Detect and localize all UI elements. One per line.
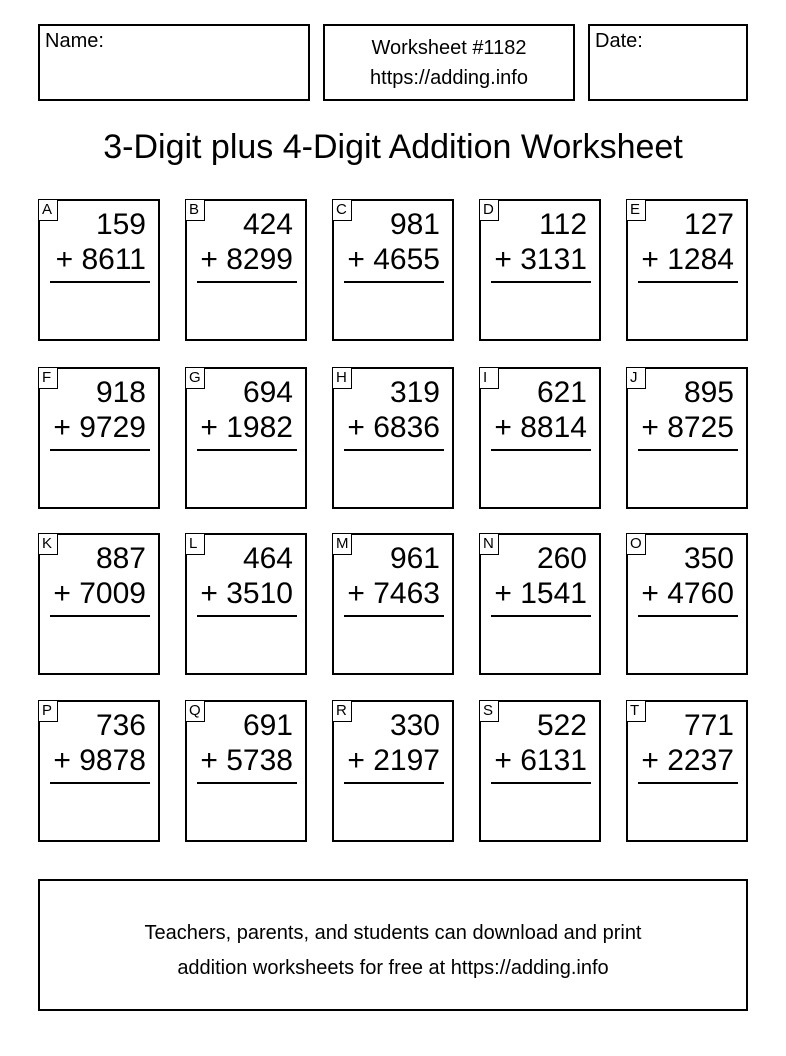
answer-line <box>491 281 591 283</box>
bottom-addend: 8611 <box>81 243 146 276</box>
plus-sign: + <box>641 577 659 610</box>
top-addend: 694 <box>242 376 293 409</box>
bottom-addend: 1284 <box>667 243 734 276</box>
bottom-addend-row <box>489 576 587 612</box>
problem-box[interactable] <box>185 533 307 675</box>
bottom-addend: 6836 <box>373 411 440 444</box>
plus-sign: + <box>641 744 659 777</box>
problem-box[interactable] <box>38 199 160 341</box>
plus-sign: + <box>347 243 365 276</box>
bottom-addend-row <box>195 743 293 779</box>
bottom-addend: 9878 <box>79 744 146 777</box>
plus-sign: + <box>200 411 218 444</box>
bottom-addend: 7463 <box>373 577 440 610</box>
plus-sign: + <box>200 577 218 610</box>
problem-box[interactable] <box>479 199 601 341</box>
problem-letter: F <box>38 367 58 389</box>
answer-line <box>50 449 150 451</box>
bottom-addend-row <box>636 743 734 779</box>
problem-letter: E <box>626 199 646 221</box>
answer-line <box>491 615 591 617</box>
answer-line <box>638 782 738 784</box>
top-addend: 127 <box>683 208 734 241</box>
page-title: 3-Digit plus 4-Digit Addition Worksheet <box>103 128 683 166</box>
bottom-addend: 4760 <box>667 577 734 610</box>
problem-letter: R <box>332 700 352 722</box>
name-label: Name: <box>45 30 104 52</box>
bottom-addend-row <box>342 242 440 278</box>
top-addend: 424 <box>242 208 293 241</box>
worksheet-number: Worksheet #1182 <box>371 37 527 59</box>
problem-letter: G <box>185 367 205 389</box>
problem-letter: T <box>626 700 646 722</box>
top-addend: 771 <box>683 709 734 742</box>
bottom-addend-row <box>342 410 440 446</box>
answer-line <box>197 615 297 617</box>
top-addend: 159 <box>95 208 146 241</box>
name-field-box[interactable] <box>38 24 310 101</box>
bottom-addend-row <box>195 242 293 278</box>
top-addend: 464 <box>242 542 293 575</box>
footer-text <box>40 916 746 986</box>
plus-sign: + <box>200 243 218 276</box>
answer-line <box>638 615 738 617</box>
top-addend: 887 <box>95 542 146 575</box>
plus-sign: + <box>55 243 74 276</box>
problem-box[interactable] <box>185 700 307 842</box>
bottom-addend: 7009 <box>79 577 146 610</box>
problem-box[interactable] <box>332 700 454 842</box>
top-addend: 112 <box>539 208 587 241</box>
top-addend: 736 <box>95 709 146 742</box>
problem-letter: Q <box>185 700 205 722</box>
answer-line <box>638 449 738 451</box>
plus-sign: + <box>494 411 512 444</box>
problem-grid <box>38 199 748 842</box>
worksheet-url: https://adding.info <box>370 67 528 89</box>
problem-letter: L <box>185 533 205 555</box>
problem-box[interactable] <box>479 700 601 842</box>
bottom-addend-row <box>636 242 734 278</box>
footer-box <box>38 879 748 1011</box>
bottom-addend-row <box>48 576 146 612</box>
bottom-addend: 8814 <box>520 411 587 444</box>
bottom-addend: 5738 <box>226 744 293 777</box>
answer-line <box>344 449 444 451</box>
problem-box[interactable] <box>332 199 454 341</box>
plus-sign: + <box>200 744 218 777</box>
problem-letter: K <box>38 533 58 555</box>
bottom-addend-row <box>48 410 146 446</box>
footer-line-1: Teachers, parents, and students can download and print <box>144 922 642 944</box>
worksheet-info-box <box>323 24 575 101</box>
plus-sign: + <box>53 411 71 444</box>
plus-sign: + <box>347 577 365 610</box>
answer-line <box>344 281 444 283</box>
problem-letter: O <box>626 533 646 555</box>
bottom-addend-row <box>489 743 587 779</box>
date-field-box[interactable] <box>588 24 748 101</box>
top-addend: 691 <box>242 709 293 742</box>
answer-line <box>197 449 297 451</box>
top-addend: 961 <box>389 542 440 575</box>
plus-sign: + <box>641 411 659 444</box>
problem-box[interactable] <box>626 199 748 341</box>
top-addend: 319 <box>389 376 440 409</box>
plus-sign: + <box>494 744 512 777</box>
problem-box[interactable] <box>626 700 748 842</box>
bottom-addend: 8299 <box>226 243 293 276</box>
problem-letter: H <box>332 367 352 389</box>
answer-line <box>197 782 297 784</box>
bottom-addend-row <box>195 410 293 446</box>
problem-box[interactable] <box>185 367 307 509</box>
answer-line <box>344 615 444 617</box>
problem-box[interactable] <box>479 367 601 509</box>
problem-box[interactable] <box>185 199 307 341</box>
problem-box[interactable] <box>626 533 748 675</box>
answer-line <box>197 281 297 283</box>
plus-sign: + <box>641 243 659 276</box>
problem-letter: M <box>332 533 352 555</box>
problem-letter: J <box>626 367 646 389</box>
bottom-addend-row <box>48 242 146 278</box>
top-addend: 522 <box>536 709 587 742</box>
bottom-addend: 2197 <box>373 744 440 777</box>
top-addend: 918 <box>95 376 146 409</box>
bottom-addend: 3131 <box>520 243 587 276</box>
top-addend: 621 <box>536 376 587 409</box>
plus-sign: + <box>347 744 365 777</box>
problem-letter: B <box>185 199 205 221</box>
problem-box[interactable] <box>479 533 601 675</box>
answer-line <box>50 782 150 784</box>
problem-box[interactable] <box>332 533 454 675</box>
problem-letter: D <box>479 199 499 221</box>
bottom-addend-row <box>195 576 293 612</box>
answer-line <box>491 449 591 451</box>
problem-letter: S <box>479 700 499 722</box>
bottom-addend: 3510 <box>226 577 293 610</box>
bottom-addend-row <box>342 576 440 612</box>
problem-letter: A <box>38 199 58 221</box>
top-addend: 981 <box>389 208 440 241</box>
bottom-addend-row <box>342 743 440 779</box>
bottom-addend-row <box>636 576 734 612</box>
problem-box[interactable] <box>626 367 748 509</box>
problem-box[interactable] <box>332 367 454 509</box>
top-addend: 350 <box>683 542 734 575</box>
plus-sign: + <box>494 577 512 610</box>
top-addend: 260 <box>536 542 587 575</box>
footer-line-2: addition worksheets for free at https://adding.info <box>177 957 609 979</box>
answer-line <box>638 281 738 283</box>
bottom-addend: 6131 <box>520 744 587 777</box>
answer-line <box>50 615 150 617</box>
date-label: Date: <box>595 30 643 52</box>
plus-sign: + <box>53 744 71 777</box>
problem-box[interactable] <box>38 367 160 509</box>
plus-sign: + <box>53 577 71 610</box>
plus-sign: + <box>494 243 512 276</box>
plus-sign: + <box>347 411 365 444</box>
problem-box[interactable] <box>38 533 160 675</box>
problem-letter: N <box>479 533 499 555</box>
top-addend: 895 <box>683 376 734 409</box>
bottom-addend: 9729 <box>79 411 146 444</box>
problem-letter: C <box>332 199 352 221</box>
problem-letter: P <box>38 700 58 722</box>
bottom-addend: 1541 <box>520 577 587 610</box>
problem-letter: I <box>479 367 499 389</box>
answer-line <box>50 281 150 283</box>
problem-box[interactable] <box>38 700 160 842</box>
bottom-addend-row <box>636 410 734 446</box>
bottom-addend-row <box>489 242 587 278</box>
bottom-addend: 2237 <box>667 744 734 777</box>
top-addend: 330 <box>389 709 440 742</box>
bottom-addend: 8725 <box>667 411 734 444</box>
bottom-addend-row <box>48 743 146 779</box>
bottom-addend-row <box>489 410 587 446</box>
bottom-addend: 4655 <box>373 243 440 276</box>
answer-line <box>491 782 591 784</box>
answer-line <box>344 782 444 784</box>
bottom-addend: 1982 <box>226 411 293 444</box>
